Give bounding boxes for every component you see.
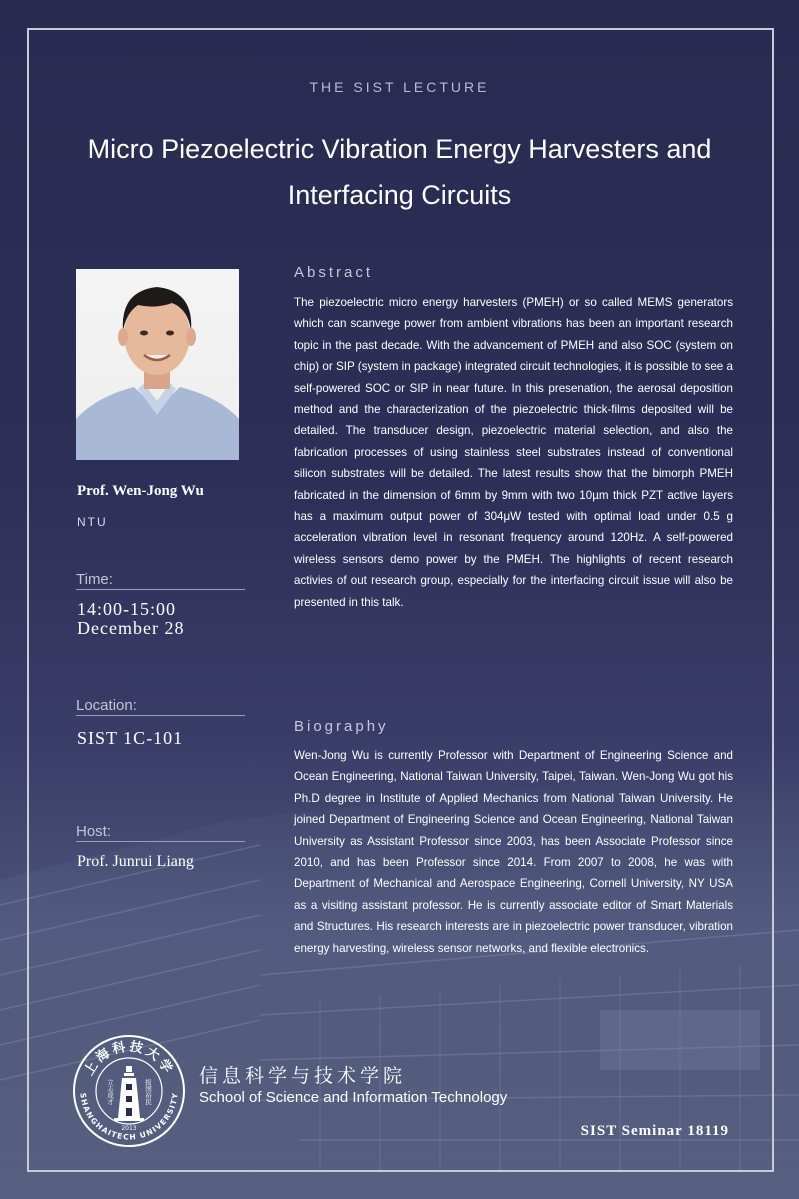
university-seal-logo (72, 1034, 186, 1148)
abstract-text: The piezoelectric micro energy harvesters (PMEH) or so called MEMS generators which can scanvege power from ambient vibrations has been an important research topic in the past decade. With the advancement of PMEH and also SOC (system on chip) or SIP (system in package) integrated circuit technologies, it is possible to see a self-powered SOC or SIP in near future. In this presenation, the aerosal deposition method and the characterization of the piezoelectric thick-films deposited will be detailed. The transducer design, piezoelectric material selection, and also the fabrication processes of using stainless steel substrates instead of conventional silicon substrates will be detailed. The latest results show that the bimorph PMEH fabricated in the dimension of 6mm by 9mm with two 10µm thick PZT active layers has a maximum output power of 304μW tested with optimal load under 0.5 g acceleration vibration level in resonant frequency around 120Hz. A self-powered wireless sensors demo power by the PMEH. The highlights of recent research activies of out research group, especially for the interfacing circuit issue will also be presented in this talk. (294, 296, 733, 609)
school-name-chinese: 信息科学与技术学院 (199, 1066, 407, 1087)
logo-top-text: 上海科技大学 (81, 1039, 177, 1079)
abstract-heading: Abstract (294, 264, 374, 281)
logo-bottom-text: SHANGHAITECH UNIVERSITY (78, 1092, 180, 1142)
title-line-1: Micro Piezoelectric Vibration Energy Harvesters and (87, 134, 712, 164)
logo-year: 2013 (121, 1125, 137, 1132)
school-name-english: School of Science and Information Technology (199, 1089, 508, 1106)
location-label: Location: (76, 697, 245, 716)
speaker-affiliation: NTU (77, 515, 108, 529)
biography-heading: Biography (294, 718, 389, 735)
time-hours: 14:00-15:00 (77, 599, 176, 619)
title-line-2: Interfacing Circuits (287, 180, 512, 210)
logo-motto-right: 报国裕民 (144, 1079, 152, 1105)
location-value: SIST 1C-101 (77, 728, 184, 748)
speaker-name: Prof. Wen-Jong Wu (77, 483, 204, 499)
lecture-title (40, 126, 759, 218)
logo-motto-left: 立志成才 (106, 1079, 114, 1105)
host-label: Host: (76, 823, 245, 842)
seminar-id: SIST Seminar 18119 (580, 1123, 729, 1139)
time-label: Time: (76, 571, 245, 590)
biography-text: Wen-Jong Wu is currently Professor with Department of Engineering Science and Ocean Engineering, National Taiwan University, Taipei, Taiwan. Wen-Jong Wu got his Ph.D degree in Institute of Applied Mechanics from National Taiwan University. He joined Department of Engineering Science and Ocean Engineering, National Taiwan University as Assistant Professor since 2003, has been Associate Professor since 2010, and has been Professor since 2014. From 2007 to 2008, he was with Department of Mechanical and Aerospace Engineering, Cornell University, NY USA as a visiting assistant professor. He is currently associate editor of Smart Materials and Structures. His research interests are in piezoelectric power transducer, vibration energy harvesting, wireless sensor networks, and flexible electronics. (294, 749, 733, 955)
time-date: December 28 (77, 618, 185, 638)
lecture-series-label: THE SIST LECTURE (309, 79, 490, 95)
speaker-photo (76, 269, 239, 460)
host-value: Prof. Junrui Liang (77, 853, 194, 870)
